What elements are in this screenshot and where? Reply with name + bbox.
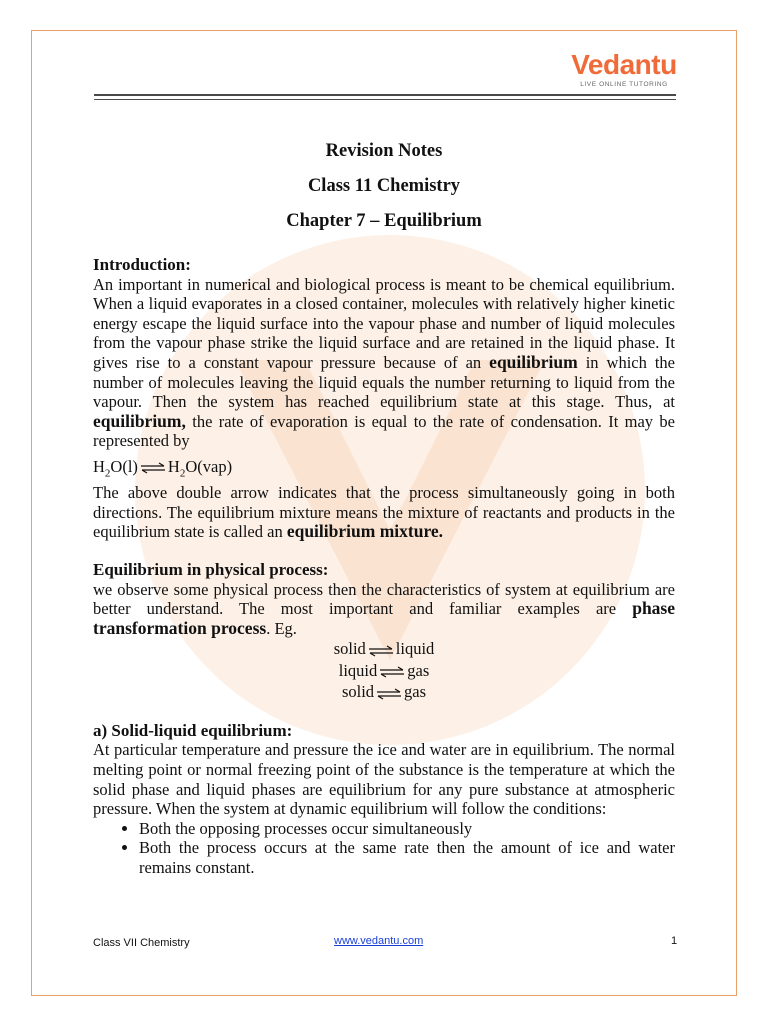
chapter-name: Equilibrium: [384, 211, 482, 231]
page-number: 1: [671, 935, 678, 947]
equilibrium-arrow-icon: [368, 645, 394, 657]
footer-website-link[interactable]: www.vedantu.com: [334, 935, 424, 947]
list-item: • Both the process occurs at the same rate then the amount of ice and water remains constant.: [139, 838, 675, 877]
logo-tagline: LIVE ONLINE TUTORING: [580, 81, 668, 88]
intro-heading: Introduction:: [93, 255, 191, 274]
phase-equation-3: solid gas: [341, 682, 427, 702]
header-rule: [94, 94, 676, 96]
equilibrium-arrow-icon: [376, 688, 402, 700]
doc-chapter: [93, 204, 675, 239]
logo-wordmark: Vedantu: [571, 49, 677, 80]
vedantu-logo: [568, 50, 680, 89]
document-body: [93, 134, 675, 878]
intro-paragraph-2: The above double arrow indicates that the process simultaneously going in both directions. The equilibrium mixture means the mixture of reactants and products in the equilibrium state is called an equilibrium mixture.: [93, 483, 675, 542]
solid-liquid-paragraph: At particular temperature and pressure the ice and water are in equilibrium. The normal melting point or normal freezing point of the substance is the temperature at which the solid phase and liquid phases are equilibrium for any pure substance at atmospheric pressure. When the system at dynamic equilibrium will follow the conditions:: [93, 740, 675, 819]
physical-process-heading: Equilibrium in physical process:: [93, 560, 329, 580]
equilibrium-arrow-icon: [379, 666, 405, 678]
conditions-list: [93, 819, 675, 878]
chapter-prefix: Chapter 7 –: [286, 211, 380, 231]
doc-title: Revision Notes: [325, 141, 443, 161]
water-equilibrium-equation: $H_2O(l)$ $H_2O(vap)$: [93, 456, 233, 480]
list-item: • Both the opposing processes occur simultaneously: [139, 819, 675, 839]
doc-subject: Class 11 Chemistry: [307, 176, 461, 196]
header-rule-thin: [94, 99, 676, 100]
physical-process-paragraph: we observe some physical process then the characteristics of system at equilibrium are better understand. The most important and familiar examples are phase transformation process. Eg.: [93, 579, 676, 638]
footer-class-label: Class VII Chemistry: [93, 937, 190, 949]
phase-equation-2: liquid gas: [338, 660, 430, 680]
intro-paragraph-1: An important in numerical and biological process is meant to be chemical equilibrium. When a liquid evaporates in a closed container, molecules with relatively higher kinetic energy escape the liquid surface into the vapour phase and number of liquid molecules from the vapour phase strike the liquid surface and are retained in the liquid phase. It gives rise to a constant vapour pressure because of an equilibrium in which the number of molecules leaving the liquid equals the number returning to liquid from the vapour. Then the system has reached equilibrium state at this stage. Thus, at equilibrium, the rate of evaporation is equal to the rate of condensation. It may be represented by: [93, 274, 676, 451]
equilibrium-arrow-icon: [140, 462, 166, 474]
solid-liquid-heading: a) Solid-liquid equilibrium:: [93, 720, 293, 740]
phase-equation-1: solid liquid: [333, 639, 435, 659]
